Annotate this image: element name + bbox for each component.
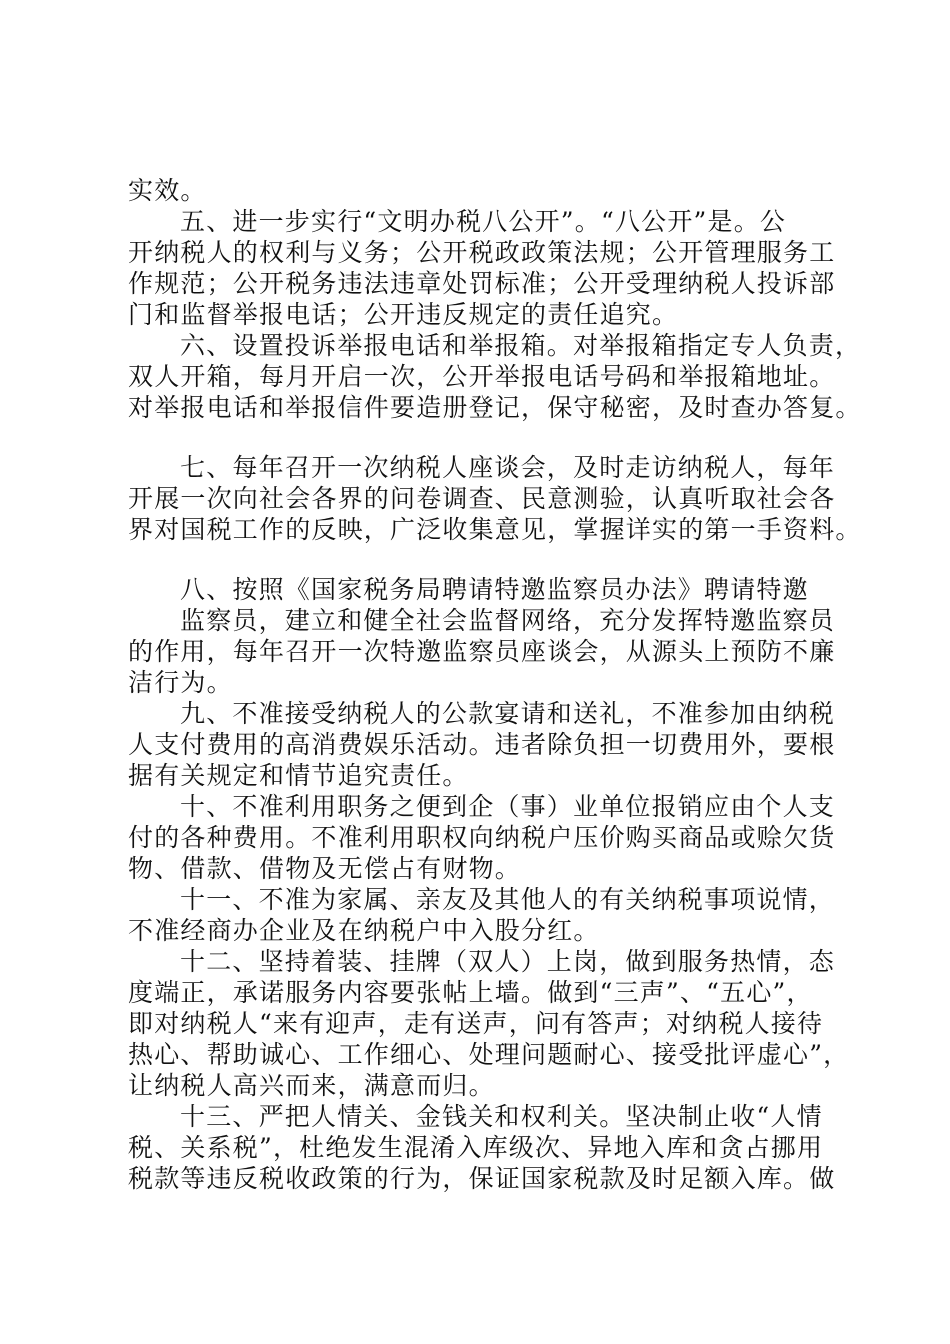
text-line: 十一、不准为家属、亲友及其他人的有关纳税事项说情， xyxy=(180,885,836,914)
text-line: 度端正，承诺服务内容要张帖上墙。做到“三声”、“五心”， xyxy=(128,978,813,1007)
text-line: 物、借款、借物及无偿占有财物。 xyxy=(128,854,522,883)
text-line: 对举报电话和举报信件要造册登记，保守秘密，及时查办答复。 xyxy=(128,393,862,422)
text-line: 开纳税人的权利与义务；公开税政政策法规；公开管理服务工 xyxy=(128,238,836,267)
text-line: 六、设置投诉举报电话和举报箱。对举报箱指定专人负责， xyxy=(180,331,862,360)
text-line: 人支付费用的高消费娱乐活动。违者除负担一切费用外，要根 xyxy=(128,730,836,759)
text-line: 九、不准接受纳税人的公款宴请和送礼，不准参加由纳税 xyxy=(180,699,836,728)
text-line: 十三、严把人情关、金钱关和权利关。坚决制止收“人情 xyxy=(180,1102,823,1131)
text-line: 洁行为。 xyxy=(128,668,233,697)
text-line: 十、不准利用职务之便到企（事）业单位报销应由个人支 xyxy=(180,792,836,821)
text-line: 八、按照《国家税务局聘请特邀监察员办法》聘请特邀 xyxy=(180,575,809,604)
text-line: 作规范；公开税务违法违章处罚标准；公开受理纳税人投诉部 xyxy=(128,269,836,298)
text-line: 门和监督举报电话；公开违反规定的责任追究。 xyxy=(128,300,679,329)
text-line: 监察员，建立和健全社会监督网络，充分发挥特邀监察员 xyxy=(180,606,836,635)
text-line: 五、进一步实行“文明办税八公开”。“八公开”是。公 xyxy=(180,207,787,236)
text-line: 的作用，每年召开一次特邀监察员座谈会，从源头上预防不廉 xyxy=(128,637,836,666)
text-line: 不准经商办企业及在纳税户中入股分红。 xyxy=(128,916,600,945)
text-line: 十二、坚持着装、挂牌（双人）上岗，做到服务热情，态 xyxy=(180,947,836,976)
text-line: 即对纳税人“来有迎声，走有送声，问有答声；对纳税人接待 xyxy=(128,1009,824,1038)
text-line: 实效。 xyxy=(128,176,207,205)
text-line: 七、每年召开一次纳税人座谈会，及时走访纳税人，每年 xyxy=(180,453,836,482)
text-line: 税、关系税”，杜绝发生混淆入库级次、异地入库和贪占挪用 xyxy=(128,1133,824,1162)
text-line: 让纳税人高兴而来，满意而归。 xyxy=(128,1071,495,1100)
text-line: 据有关规定和情节追究责任。 xyxy=(128,761,469,790)
text-line: 税款等违反税收政策的行为，保证国家税款及时足额入库。做 xyxy=(128,1164,836,1193)
text-line: 双人开箱，每月开启一次，公开举报电话号码和举报箱地址。 xyxy=(128,362,836,391)
text-line: 界对国税工作的反映，广泛收集意见，掌握详实的第一手资料。 xyxy=(128,515,862,544)
text-line: 开展一次向社会各界的问卷调查、民意测验，认真听取社会各 xyxy=(128,484,836,513)
text-line: 热心、帮助诚心、工作细心、处理问题耐心、接受批评虚心”， xyxy=(128,1040,850,1069)
text-line: 付的各种费用。不准利用职权向纳税户压价购买商品或赊欠货 xyxy=(128,823,836,852)
